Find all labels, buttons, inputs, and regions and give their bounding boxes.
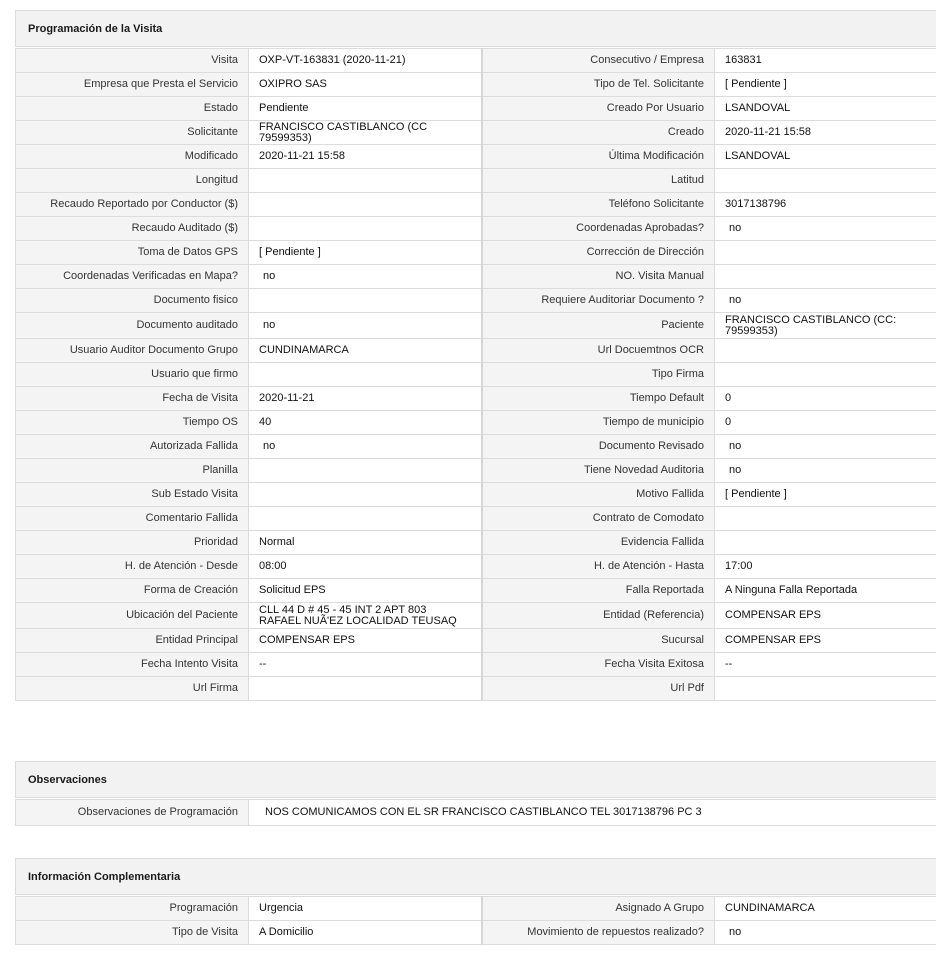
observaciones-label: Observaciones de Programación	[16, 800, 249, 826]
autorizada-fallida-label: Autorizada Fallida	[16, 435, 249, 459]
tipo-firma-label: Tipo Firma	[482, 363, 715, 387]
motivo-fallida-label: Motivo Fallida	[482, 483, 715, 507]
evidencia-fallida-value	[715, 531, 936, 555]
planilla-label: Planilla	[16, 459, 249, 483]
motivo-fallida-value: [ Pendiente ]	[715, 483, 936, 507]
ultima-modificacion-label: Última Modificación	[482, 145, 715, 169]
tipo-de-visita-label: Tipo de Visita	[16, 921, 249, 945]
consecutivo-empresa-value: 163831	[715, 49, 936, 73]
complementaria-table	[15, 896, 936, 945]
recaudo-reportado-por-conductor-value	[249, 193, 482, 217]
consecutivo-empresa-label: Consecutivo / Empresa	[482, 49, 715, 73]
h-de-atencion-desde-label: H. de Atención - Desde	[16, 555, 249, 579]
complementaria-header	[15, 858, 936, 895]
h-de-atencion-desde-value: 08:00	[249, 555, 482, 579]
table-row	[16, 677, 936, 701]
prioridad-label: Prioridad	[16, 531, 249, 555]
table-row	[16, 921, 936, 945]
table-row	[16, 629, 936, 653]
fecha-de-visita-value: 2020-11-21	[249, 387, 482, 411]
usuario-que-firmo-value	[249, 363, 482, 387]
entidad-principal-value: COMPENSAR EPS	[249, 629, 482, 653]
documento-auditado-value: no	[249, 313, 482, 339]
sub-estado-visita-label: Sub Estado Visita	[16, 483, 249, 507]
movimiento-de-repuestos-realizado-label: Movimiento de repuestos realizado?	[482, 921, 715, 945]
table-row	[16, 579, 936, 603]
falla-reportada-label: Falla Reportada	[482, 579, 715, 603]
documento-fisico-value	[249, 289, 482, 313]
table-row	[16, 603, 936, 629]
no-visita-manual-value	[715, 265, 936, 289]
modificado-value: 2020-11-21 15:58	[249, 145, 482, 169]
tiene-novedad-auditoria-value: no	[715, 459, 936, 483]
url-firma-label: Url Firma	[16, 677, 249, 701]
contrato-de-comodato-label: Contrato de Comodato	[482, 507, 715, 531]
table-row	[16, 555, 936, 579]
falla-reportada-value: A Ninguna Falla Reportada	[715, 579, 936, 603]
visita-value: OXP-VT-163831 (2020-11-21)	[249, 49, 482, 73]
contrato-de-comodato-value	[715, 507, 936, 531]
observaciones-table	[15, 799, 936, 826]
programacion-value: Urgencia	[249, 897, 482, 921]
estado-value: Pendiente	[249, 97, 482, 121]
table-row	[16, 121, 936, 145]
creado-por-usuario-label: Creado Por Usuario	[482, 97, 715, 121]
ubicacion-del-paciente-value: CLL 44 D # 45 - 45 INT 2 APT 803 RAFAEL NUÃ'EZ LOCALIDAD TEUSAQ	[249, 603, 482, 629]
documento-auditado-label: Documento auditado	[16, 313, 249, 339]
table-row	[16, 49, 936, 73]
fecha-intento-visita-label: Fecha Intento Visita	[16, 653, 249, 677]
documento-revisado-value: no	[715, 435, 936, 459]
tiempo-de-municipio-value: 0	[715, 411, 936, 435]
usuario-auditor-documento-grupo-label: Usuario Auditor Documento Grupo	[16, 339, 249, 363]
creado-value: 2020-11-21 15:58	[715, 121, 936, 145]
table-row	[16, 217, 936, 241]
table-row	[16, 507, 936, 531]
correccion-de-direccion-value	[715, 241, 936, 265]
table-row	[16, 145, 936, 169]
no-visita-manual-label: NO. Visita Manual	[482, 265, 715, 289]
correccion-de-direccion-label: Corrección de Dirección	[482, 241, 715, 265]
url-pdf-value	[715, 677, 936, 701]
ubicacion-del-paciente-label: Ubicación del Paciente	[16, 603, 249, 629]
planilla-value	[249, 459, 482, 483]
solicitante-value: FRANCISCO CASTIBLANCO (CC 79599353)	[249, 121, 482, 145]
table-row	[16, 97, 936, 121]
coordenadas-verificadas-en-mapa-label: Coordenadas Verificadas en Mapa?	[16, 265, 249, 289]
programacion-header	[15, 10, 936, 47]
table-row	[16, 241, 936, 265]
table-row	[16, 800, 936, 826]
creado-por-usuario-value: LSANDOVAL	[715, 97, 936, 121]
url-docuemtnos-ocr-value	[715, 339, 936, 363]
toma-de-datos-gps-label: Toma de Datos GPS	[16, 241, 249, 265]
table-row	[16, 265, 936, 289]
tipo-de-visita-value: A Domicilio	[249, 921, 482, 945]
h-de-atencion-hasta-label: H. de Atención - Hasta	[482, 555, 715, 579]
prioridad-value: Normal	[249, 531, 482, 555]
empresa-que-presta-el-servicio-value: OXIPRO SAS	[249, 73, 482, 97]
sub-estado-visita-value	[249, 483, 482, 507]
comentario-fallida-value	[249, 507, 482, 531]
table-row	[16, 531, 936, 555]
fecha-visita-exitosa-value: --	[715, 653, 936, 677]
table-row	[16, 459, 936, 483]
solicitante-label: Solicitante	[16, 121, 249, 145]
longitud-label: Longitud	[16, 169, 249, 193]
forma-de-creacion-label: Forma de Creación	[16, 579, 249, 603]
observaciones-value: NOS COMUNICAMOS CON EL SR FRANCISCO CASTIBLANCO TEL 3017138796 PC 3	[249, 800, 936, 826]
complementaria-title: Información Complementaria	[28, 870, 181, 883]
estado-label: Estado	[16, 97, 249, 121]
latitud-label: Latitud	[482, 169, 715, 193]
movimiento-de-repuestos-realizado-value: no	[715, 921, 936, 945]
asignado-a-grupo-value: CUNDINAMARCA	[715, 897, 936, 921]
tipo-de-tel-solicitante-label: Tipo de Tel. Solicitante	[482, 73, 715, 97]
url-docuemtnos-ocr-label: Url Docuemtnos OCR	[482, 339, 715, 363]
toma-de-datos-gps-value: [ Pendiente ]	[249, 241, 482, 265]
entidad-referencia-value: COMPENSAR EPS	[715, 603, 936, 629]
table-row	[16, 897, 936, 921]
longitud-value	[249, 169, 482, 193]
modificado-label: Modificado	[16, 145, 249, 169]
sucursal-value: COMPENSAR EPS	[715, 629, 936, 653]
entidad-principal-label: Entidad Principal	[16, 629, 249, 653]
coordenadas-aprobadas-value: no	[715, 217, 936, 241]
recaudo-reportado-por-conductor-label: Recaudo Reportado por Conductor ($)	[16, 193, 249, 217]
telefono-solicitante-label: Teléfono Solicitante	[482, 193, 715, 217]
table-row	[16, 411, 936, 435]
h-de-atencion-hasta-value: 17:00	[715, 555, 936, 579]
table-row	[16, 653, 936, 677]
tiempo-os-value: 40	[249, 411, 482, 435]
coordenadas-aprobadas-label: Coordenadas Aprobadas?	[482, 217, 715, 241]
comentario-fallida-label: Comentario Fallida	[16, 507, 249, 531]
programacion-table	[15, 48, 936, 701]
usuario-que-firmo-label: Usuario que firmo	[16, 363, 249, 387]
latitud-value	[715, 169, 936, 193]
url-pdf-label: Url Pdf	[482, 677, 715, 701]
creado-label: Creado	[482, 121, 715, 145]
tiempo-os-label: Tiempo OS	[16, 411, 249, 435]
telefono-solicitante-value: 3017138796	[715, 193, 936, 217]
table-row	[16, 435, 936, 459]
fecha-de-visita-label: Fecha de Visita	[16, 387, 249, 411]
visita-label: Visita	[16, 49, 249, 73]
table-row	[16, 313, 936, 339]
tiempo-default-value: 0	[715, 387, 936, 411]
forma-de-creacion-value: Solicitud EPS	[249, 579, 482, 603]
evidencia-fallida-label: Evidencia Fallida	[482, 531, 715, 555]
observaciones-title: Observaciones	[28, 773, 107, 786]
table-row	[16, 483, 936, 507]
documento-revisado-label: Documento Revisado	[482, 435, 715, 459]
paciente-label: Paciente	[482, 313, 715, 339]
ultima-modificacion-value: LSANDOVAL	[715, 145, 936, 169]
table-row	[16, 339, 936, 363]
documento-fisico-label: Documento fisico	[16, 289, 249, 313]
usuario-auditor-documento-grupo-value: CUNDINAMARCA	[249, 339, 482, 363]
requiere-auditoriar-documento-value: no	[715, 289, 936, 313]
fecha-visita-exitosa-label: Fecha Visita Exitosa	[482, 653, 715, 677]
table-row	[16, 387, 936, 411]
table-row	[16, 73, 936, 97]
recaudo-auditado-value	[249, 217, 482, 241]
requiere-auditoriar-documento-label: Requiere Auditoriar Documento ?	[482, 289, 715, 313]
paciente-value: FRANCISCO CASTIBLANCO (CC: 79599353)	[715, 313, 936, 339]
table-row	[16, 289, 936, 313]
autorizada-fallida-value: no	[249, 435, 482, 459]
tiene-novedad-auditoria-label: Tiene Novedad Auditoria	[482, 459, 715, 483]
programacion-label: Programación	[16, 897, 249, 921]
table-row	[16, 363, 936, 387]
tipo-de-tel-solicitante-value: [ Pendiente ]	[715, 73, 936, 97]
programacion-title: Programación de la Visita	[28, 22, 163, 35]
recaudo-auditado-label: Recaudo Auditado ($)	[16, 217, 249, 241]
coordenadas-verificadas-en-mapa-value: no	[249, 265, 482, 289]
entidad-referencia-label: Entidad (Referencia)	[482, 603, 715, 629]
fecha-intento-visita-value: --	[249, 653, 482, 677]
tiempo-de-municipio-label: Tiempo de municipio	[482, 411, 715, 435]
observaciones-header	[15, 761, 936, 798]
empresa-que-presta-el-servicio-label: Empresa que Presta el Servicio	[16, 73, 249, 97]
tiempo-default-label: Tiempo Default	[482, 387, 715, 411]
url-firma-value	[249, 677, 482, 701]
asignado-a-grupo-label: Asignado A Grupo	[482, 897, 715, 921]
table-row	[16, 169, 936, 193]
sucursal-label: Sucursal	[482, 629, 715, 653]
table-row	[16, 193, 936, 217]
tipo-firma-value	[715, 363, 936, 387]
